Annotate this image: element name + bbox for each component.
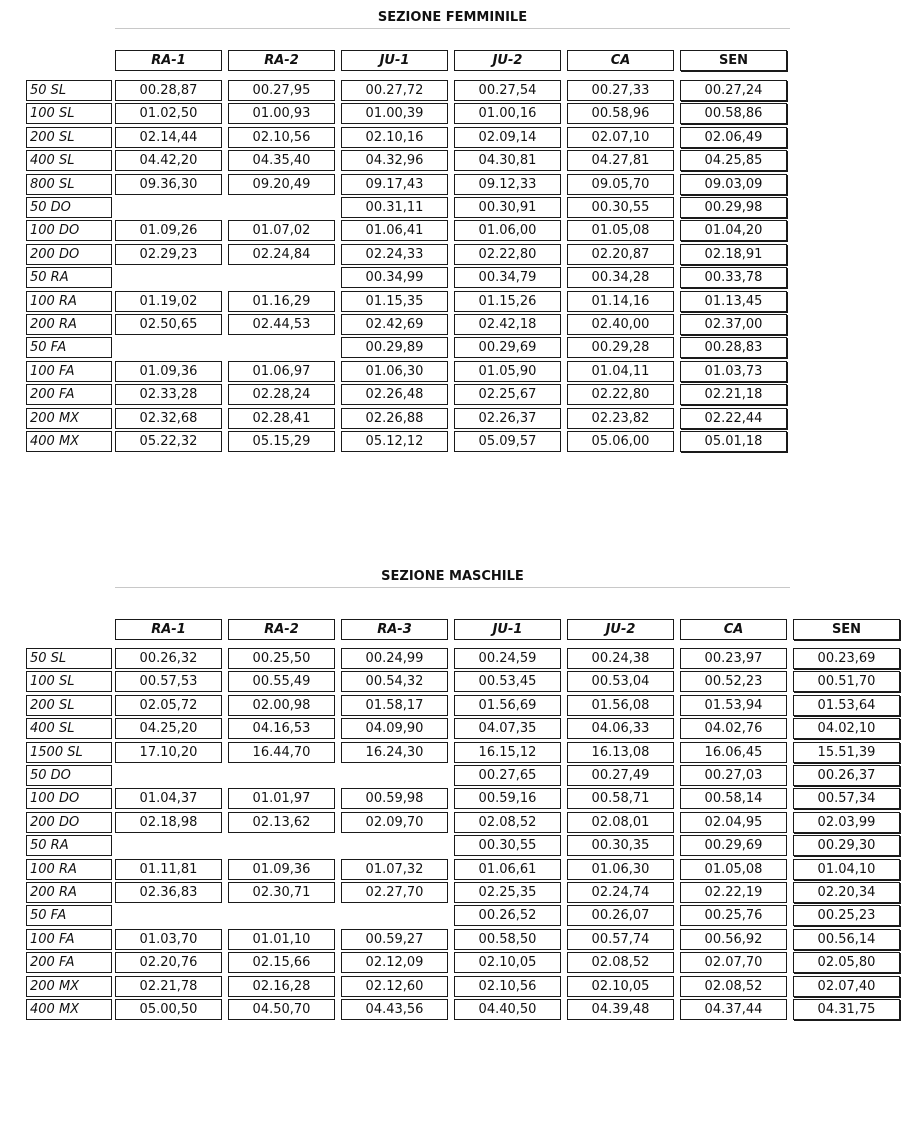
time-cell: 00.27,72 — [341, 80, 448, 101]
time-cell: 02.22,80 — [567, 384, 674, 405]
time-cell: 00.24,59 — [454, 648, 561, 669]
time-cell: 02.26,37 — [454, 408, 561, 429]
time-cell: 16.13,08 — [567, 742, 674, 763]
time-cell: 04.25,20 — [115, 718, 222, 739]
event-label: 200 RA — [26, 314, 112, 335]
time-cell: 00.34,99 — [341, 267, 448, 288]
time-cell: 01.16,29 — [228, 291, 335, 312]
time-cell: 00.30,91 — [454, 197, 561, 218]
time-cell: 02.16,28 — [228, 976, 335, 997]
event-label: 400 SL — [26, 150, 112, 171]
time-cell: 02.09,70 — [341, 812, 448, 833]
event-label: 50 DO — [26, 197, 112, 218]
event-label: 200 FA — [26, 952, 112, 973]
time-cell: 16.44,70 — [228, 742, 335, 763]
time-cell: 02.12,09 — [341, 952, 448, 973]
time-cell: 01.05,08 — [567, 220, 674, 241]
event-label: 50 FA — [26, 905, 112, 926]
time-cell: 00.57,34 — [793, 788, 900, 809]
time-cell: 02.13,62 — [228, 812, 335, 833]
time-cell: 02.05,80 — [793, 952, 900, 973]
time-cell: 04.07,35 — [454, 718, 561, 739]
event-label: 200 FA — [26, 384, 112, 405]
time-cell: 01.00,93 — [228, 103, 335, 124]
time-cell: 02.24,33 — [341, 244, 448, 265]
time-cell: 01.14,16 — [567, 291, 674, 312]
time-cell: 00.29,89 — [341, 337, 448, 358]
time-cell: 01.15,26 — [454, 291, 561, 312]
time-cell: 01.03,70 — [115, 929, 222, 950]
time-cell: 02.21,78 — [115, 976, 222, 997]
time-cell: 02.18,98 — [115, 812, 222, 833]
time-cell: 00.58,86 — [680, 103, 787, 124]
time-cell: 04.09,90 — [341, 718, 448, 739]
time-cell: 04.06,33 — [567, 718, 674, 739]
event-label: 400 SL — [26, 718, 112, 739]
time-cell: 02.25,35 — [454, 882, 561, 903]
time-cell: 01.06,97 — [228, 361, 335, 382]
time-cell: 02.20,76 — [115, 952, 222, 973]
time-cell: 15.51,39 — [793, 742, 900, 763]
time-cell: 02.18,91 — [680, 244, 787, 265]
event-label: 100 DO — [26, 220, 112, 241]
time-cell: 02.37,00 — [680, 314, 787, 335]
time-cell: 00.58,71 — [567, 788, 674, 809]
event-label: 1500 SL — [26, 742, 112, 763]
time-cell: 00.28,87 — [115, 80, 222, 101]
time-cell: 02.14,44 — [115, 127, 222, 148]
time-cell: 02.24,84 — [228, 244, 335, 265]
time-cell: 02.12,60 — [341, 976, 448, 997]
event-label: 50 SL — [26, 80, 112, 101]
time-cell: 04.40,50 — [454, 999, 561, 1020]
time-cell: 01.09,36 — [115, 361, 222, 382]
time-cell: 02.03,99 — [793, 812, 900, 833]
time-cell: 01.06,30 — [341, 361, 448, 382]
event-label: 400 MX — [26, 431, 112, 452]
time-cell: 00.23,69 — [793, 648, 900, 669]
time-cell: 00.56,14 — [793, 929, 900, 950]
event-label: 100 RA — [26, 291, 112, 312]
time-cell: 00.25,23 — [793, 905, 900, 926]
time-cell: 02.40,00 — [567, 314, 674, 335]
column-header: SEN — [680, 50, 787, 71]
time-cell: 02.07,10 — [567, 127, 674, 148]
section-title: SEZIONE MASCHILE — [381, 569, 524, 584]
time-cell: 02.20,34 — [793, 882, 900, 903]
time-cell: 00.29,30 — [793, 835, 900, 856]
time-cell: 01.11,81 — [115, 859, 222, 880]
time-cell: 02.22,44 — [680, 408, 787, 429]
event-label: 100 SL — [26, 103, 112, 124]
time-cell: 04.25,85 — [680, 150, 787, 171]
time-cell: 00.27,49 — [567, 765, 674, 786]
time-cell: 16.15,12 — [454, 742, 561, 763]
time-cell: 00.58,96 — [567, 103, 674, 124]
time-cell: 02.29,23 — [115, 244, 222, 265]
time-cell: 01.05,08 — [680, 859, 787, 880]
event-label: 100 DO — [26, 788, 112, 809]
time-cell: 01.05,90 — [454, 361, 561, 382]
time-cell: 01.09,26 — [115, 220, 222, 241]
time-cell: 01.01,10 — [228, 929, 335, 950]
time-cell: 02.32,68 — [115, 408, 222, 429]
time-cell: 04.31,75 — [793, 999, 900, 1020]
time-cell: 02.26,48 — [341, 384, 448, 405]
time-cell: 05.12,12 — [341, 431, 448, 452]
time-cell: 01.06,41 — [341, 220, 448, 241]
time-cell: 01.04,11 — [567, 361, 674, 382]
event-label: 800 SL — [26, 174, 112, 195]
time-cell: 00.31,11 — [341, 197, 448, 218]
time-cell: 04.30,81 — [454, 150, 561, 171]
time-cell: 00.26,37 — [793, 765, 900, 786]
time-cell: 01.19,02 — [115, 291, 222, 312]
time-cell: 00.56,92 — [680, 929, 787, 950]
time-cell: 02.10,56 — [228, 127, 335, 148]
event-label: 400 MX — [26, 999, 112, 1020]
event-label: 100 FA — [26, 929, 112, 950]
time-cell: 02.10,05 — [567, 976, 674, 997]
time-cell: 02.10,16 — [341, 127, 448, 148]
section-title: SEZIONE FEMMINILE — [377, 10, 528, 25]
event-label: 200 SL — [26, 695, 112, 716]
time-cell: 02.23,82 — [567, 408, 674, 429]
time-cell: 02.00,98 — [228, 695, 335, 716]
section-divider — [115, 587, 790, 588]
time-cell: 00.59,27 — [341, 929, 448, 950]
column-header: RA-1 — [115, 619, 222, 640]
time-cell: 16.06,45 — [680, 742, 787, 763]
column-header: JU-1 — [341, 50, 448, 71]
time-cell: 04.27,81 — [567, 150, 674, 171]
time-cell: 01.58,17 — [341, 695, 448, 716]
time-cell: 02.21,18 — [680, 384, 787, 405]
time-cell: 02.44,53 — [228, 314, 335, 335]
time-cell: 00.23,97 — [680, 648, 787, 669]
time-cell: 09.05,70 — [567, 174, 674, 195]
time-cell: 04.35,40 — [228, 150, 335, 171]
time-cell: 05.01,18 — [680, 431, 787, 452]
time-cell: 02.22,19 — [680, 882, 787, 903]
time-cell: 02.22,80 — [454, 244, 561, 265]
time-cell: 02.20,87 — [567, 244, 674, 265]
time-cell: 00.26,07 — [567, 905, 674, 926]
time-cell: 02.28,24 — [228, 384, 335, 405]
time-cell: 00.58,14 — [680, 788, 787, 809]
time-cell: 09.03,09 — [680, 174, 787, 195]
time-cell: 00.53,45 — [454, 671, 561, 692]
time-cell: 04.02,76 — [680, 718, 787, 739]
time-cell: 05.15,29 — [228, 431, 335, 452]
time-cell: 02.09,14 — [454, 127, 561, 148]
time-cell: 09.36,30 — [115, 174, 222, 195]
time-cell: 00.27,65 — [454, 765, 561, 786]
time-cell: 01.04,10 — [793, 859, 900, 880]
time-cell: 05.22,32 — [115, 431, 222, 452]
time-cell: 00.34,28 — [567, 267, 674, 288]
time-cell: 02.33,28 — [115, 384, 222, 405]
time-cell: 00.59,16 — [454, 788, 561, 809]
time-cell: 00.29,28 — [567, 337, 674, 358]
time-cell: 00.27,03 — [680, 765, 787, 786]
time-cell: 04.50,70 — [228, 999, 335, 1020]
time-cell: 05.06,00 — [567, 431, 674, 452]
time-cell: 00.57,53 — [115, 671, 222, 692]
time-cell: 01.04,37 — [115, 788, 222, 809]
column-header: SEN — [793, 619, 900, 640]
time-cell: 00.24,99 — [341, 648, 448, 669]
time-cell: 00.27,24 — [680, 80, 787, 101]
time-cell: 01.09,36 — [228, 859, 335, 880]
time-cell: 04.02,10 — [793, 718, 900, 739]
time-cell: 02.04,95 — [680, 812, 787, 833]
time-cell: 02.36,83 — [115, 882, 222, 903]
time-cell: 01.06,30 — [567, 859, 674, 880]
time-cell: 02.24,74 — [567, 882, 674, 903]
time-cell: 02.08,52 — [567, 952, 674, 973]
time-cell: 00.26,52 — [454, 905, 561, 926]
time-cell: 02.10,56 — [454, 976, 561, 997]
time-cell: 01.00,39 — [341, 103, 448, 124]
time-cell: 00.29,69 — [680, 835, 787, 856]
event-label: 50 DO — [26, 765, 112, 786]
time-cell: 05.00,50 — [115, 999, 222, 1020]
time-cell: 05.09,57 — [454, 431, 561, 452]
column-header: RA-2 — [228, 50, 335, 71]
column-header: JU-2 — [567, 619, 674, 640]
time-cell: 00.55,49 — [228, 671, 335, 692]
time-cell: 00.53,04 — [567, 671, 674, 692]
column-header: JU-1 — [454, 619, 561, 640]
time-cell: 02.07,40 — [793, 976, 900, 997]
time-cell: 00.58,50 — [454, 929, 561, 950]
time-cell: 01.01,97 — [228, 788, 335, 809]
time-cell: 00.27,33 — [567, 80, 674, 101]
time-cell: 02.07,70 — [680, 952, 787, 973]
time-cell: 01.04,20 — [680, 220, 787, 241]
time-cell: 00.30,35 — [567, 835, 674, 856]
event-label: 100 FA — [26, 361, 112, 382]
time-cell: 00.25,50 — [228, 648, 335, 669]
time-cell: 09.17,43 — [341, 174, 448, 195]
time-cell: 01.56,69 — [454, 695, 561, 716]
time-cell: 04.37,44 — [680, 999, 787, 1020]
time-cell: 04.42,20 — [115, 150, 222, 171]
time-cell: 02.28,41 — [228, 408, 335, 429]
time-cell: 02.50,65 — [115, 314, 222, 335]
column-header: RA-3 — [341, 619, 448, 640]
time-cell: 02.06,49 — [680, 127, 787, 148]
time-cell: 01.07,02 — [228, 220, 335, 241]
time-cell: 00.28,83 — [680, 337, 787, 358]
time-cell: 00.27,95 — [228, 80, 335, 101]
time-cell: 00.29,98 — [680, 197, 787, 218]
event-label: 100 SL — [26, 671, 112, 692]
time-cell: 17.10,20 — [115, 742, 222, 763]
time-cell: 01.53,64 — [793, 695, 900, 716]
event-label: 50 RA — [26, 267, 112, 288]
section-divider — [115, 28, 790, 29]
time-cell: 02.25,67 — [454, 384, 561, 405]
time-cell: 02.10,05 — [454, 952, 561, 973]
time-cell: 00.30,55 — [567, 197, 674, 218]
time-cell: 02.08,01 — [567, 812, 674, 833]
event-label: 200 MX — [26, 976, 112, 997]
time-cell: 00.27,54 — [454, 80, 561, 101]
time-cell: 01.15,35 — [341, 291, 448, 312]
time-cell: 01.00,16 — [454, 103, 561, 124]
event-label: 200 MX — [26, 408, 112, 429]
time-cell: 16.24,30 — [341, 742, 448, 763]
time-cell: 01.56,08 — [567, 695, 674, 716]
time-cell: 04.32,96 — [341, 150, 448, 171]
time-cell: 02.30,71 — [228, 882, 335, 903]
time-cell: 00.52,23 — [680, 671, 787, 692]
time-cell: 04.39,48 — [567, 999, 674, 1020]
time-cell: 00.57,74 — [567, 929, 674, 950]
column-header: CA — [680, 619, 787, 640]
time-cell: 00.54,32 — [341, 671, 448, 692]
event-label: 100 RA — [26, 859, 112, 880]
time-cell: 00.33,78 — [680, 267, 787, 288]
time-cell: 02.42,69 — [341, 314, 448, 335]
event-label: 50 SL — [26, 648, 112, 669]
time-cell: 01.02,50 — [115, 103, 222, 124]
column-header: RA-1 — [115, 50, 222, 71]
time-cell: 01.06,61 — [454, 859, 561, 880]
time-cell: 02.15,66 — [228, 952, 335, 973]
time-cell: 04.16,53 — [228, 718, 335, 739]
time-cell: 00.30,55 — [454, 835, 561, 856]
time-cell: 02.26,88 — [341, 408, 448, 429]
time-cell: 02.27,70 — [341, 882, 448, 903]
time-cell: 00.59,98 — [341, 788, 448, 809]
event-label: 200 DO — [26, 812, 112, 833]
time-cell: 01.07,32 — [341, 859, 448, 880]
column-header: JU-2 — [454, 50, 561, 71]
event-label: 200 RA — [26, 882, 112, 903]
time-cell: 02.08,52 — [454, 812, 561, 833]
time-cell: 01.06,00 — [454, 220, 561, 241]
event-label: 200 DO — [26, 244, 112, 265]
event-label: 200 SL — [26, 127, 112, 148]
column-header: CA — [567, 50, 674, 71]
time-cell: 02.42,18 — [454, 314, 561, 335]
event-label: 50 FA — [26, 337, 112, 358]
time-cell: 02.08,52 — [680, 976, 787, 997]
time-cell: 01.53,94 — [680, 695, 787, 716]
time-cell: 00.29,69 — [454, 337, 561, 358]
event-label: 50 RA — [26, 835, 112, 856]
time-cell: 09.20,49 — [228, 174, 335, 195]
time-cell: 00.34,79 — [454, 267, 561, 288]
time-cell: 04.43,56 — [341, 999, 448, 1020]
time-cell: 00.26,32 — [115, 648, 222, 669]
time-cell: 00.24,38 — [567, 648, 674, 669]
time-cell: 00.51,70 — [793, 671, 900, 692]
column-header: RA-2 — [228, 619, 335, 640]
time-cell: 02.05,72 — [115, 695, 222, 716]
time-cell: 01.03,73 — [680, 361, 787, 382]
time-cell: 09.12,33 — [454, 174, 561, 195]
time-cell: 01.13,45 — [680, 291, 787, 312]
time-cell: 00.25,76 — [680, 905, 787, 926]
